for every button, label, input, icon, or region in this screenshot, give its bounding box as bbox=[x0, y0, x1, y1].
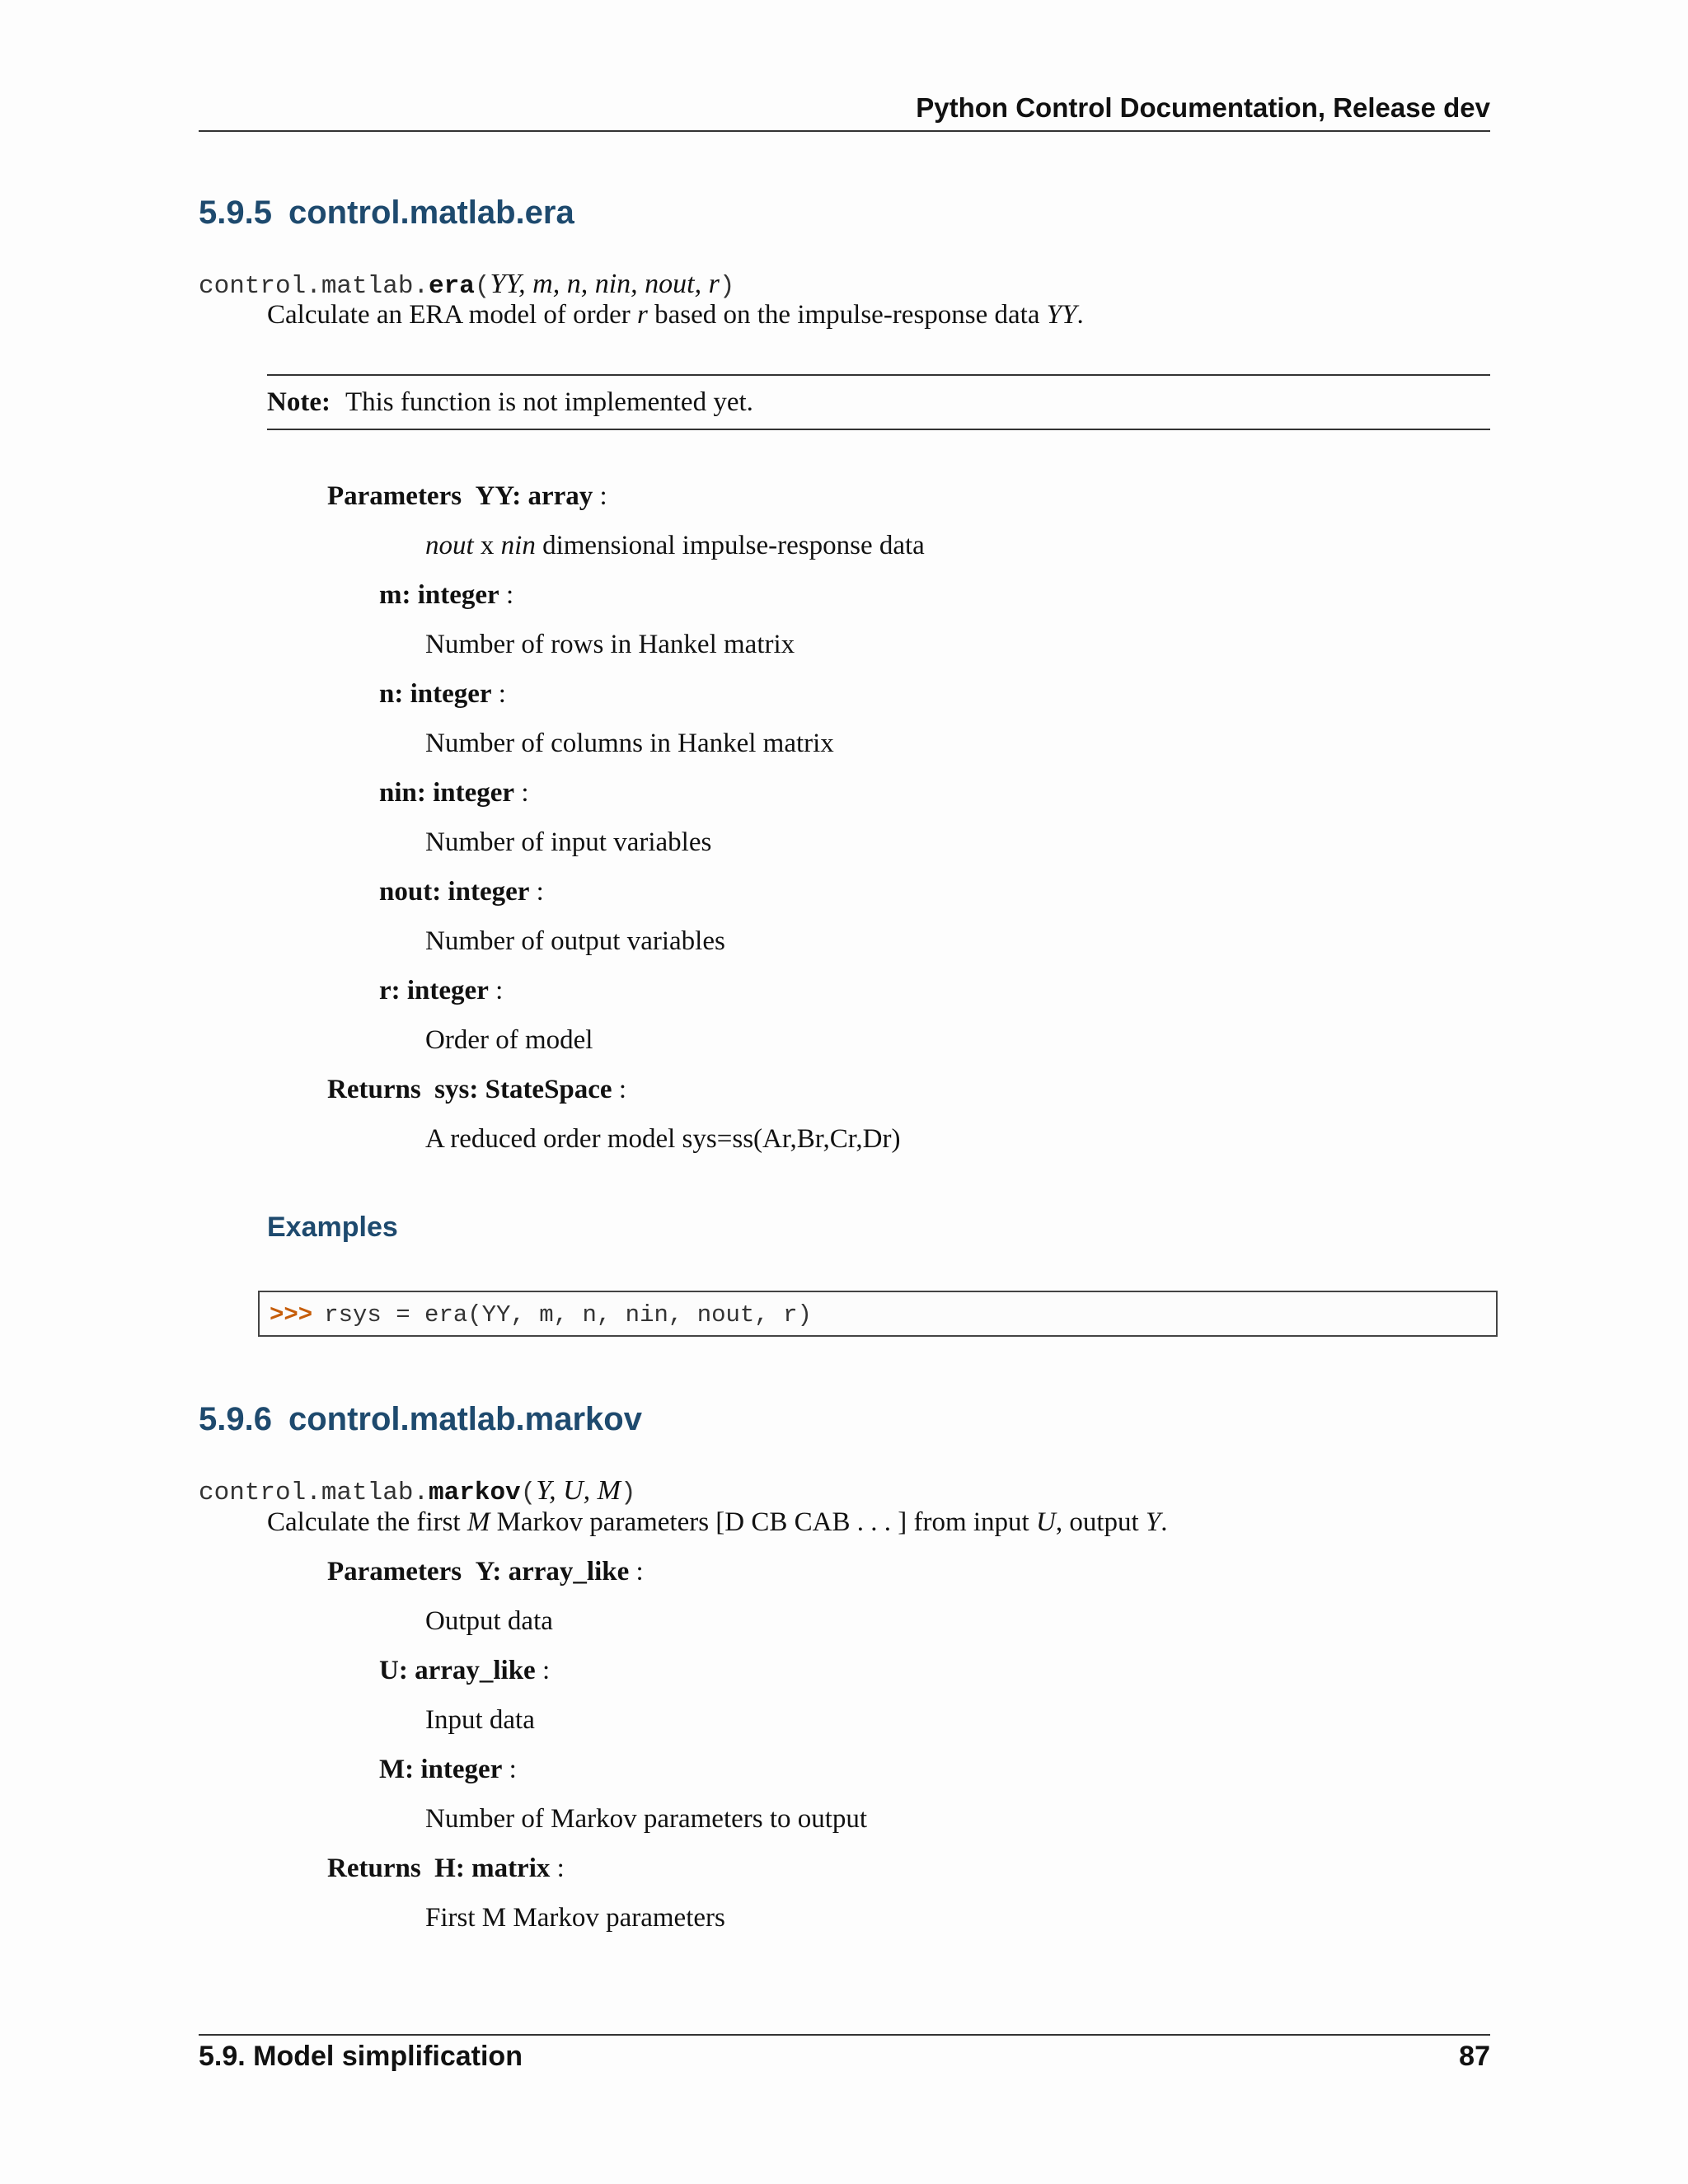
param-name: n: integer bbox=[379, 679, 492, 709]
param-name: m: integer bbox=[379, 580, 499, 610]
param-row-YY: Parameters YY: array : bbox=[327, 481, 607, 511]
section-number: 5.9.6 bbox=[199, 1401, 272, 1437]
examples-heading: Examples bbox=[267, 1212, 398, 1243]
returns-name: H: matrix bbox=[434, 1854, 551, 1883]
param-row-U: U: array_like : bbox=[379, 1656, 551, 1685]
param-description: Number of input variables bbox=[425, 827, 712, 857]
param-row-nin: nin: integer : bbox=[379, 778, 529, 808]
param-row-m: m: integer : bbox=[379, 580, 514, 610]
param-name: U: array_like bbox=[379, 1656, 536, 1685]
page-number: 87 bbox=[1459, 2041, 1490, 2072]
note-label: Note: bbox=[267, 387, 331, 417]
parameters-label: Parameters bbox=[327, 481, 462, 511]
footer-section-title: 5.9. Model simplification bbox=[199, 2041, 523, 2072]
returns-row: Returns sys: StateSpace : bbox=[327, 1075, 626, 1104]
param-description: Number of columns in Hankel matrix bbox=[425, 729, 834, 758]
param-name: YY: array bbox=[475, 481, 593, 511]
param-row-r: r: integer : bbox=[379, 976, 504, 1005]
param-row-Y: Parameters Y: array_like : bbox=[327, 1557, 644, 1586]
function-description-markov: Calculate the first M Markov parameters [D CB CAB . . . ] from input U, output Y. bbox=[267, 1507, 1168, 1537]
param-description: Order of model bbox=[425, 1025, 593, 1055]
param-description: Input data bbox=[425, 1705, 535, 1735]
parameters-label: Parameters bbox=[327, 1557, 462, 1586]
note-admonition bbox=[267, 374, 1490, 430]
returns-name: sys: StateSpace bbox=[434, 1075, 612, 1104]
param-description: Number of output variables bbox=[425, 926, 725, 956]
returns-label: Returns bbox=[327, 1854, 421, 1883]
param-description: nout x nin dimensional impulse-response data bbox=[425, 531, 925, 560]
function-description-era: Calculate an ERA model of order r based on the impulse-response data YY. bbox=[267, 300, 1084, 330]
signature-args: YY, m, n, nin, nout, r bbox=[490, 269, 720, 299]
returns-row: Returns H: matrix : bbox=[327, 1854, 565, 1883]
param-name: r: integer bbox=[379, 976, 489, 1005]
code-example bbox=[258, 1291, 1498, 1337]
param-description: Output data bbox=[425, 1606, 553, 1636]
section-heading-markov bbox=[199, 1401, 642, 1438]
returns-description: First M Markov parameters bbox=[425, 1903, 725, 1933]
code-prompt: >>> bbox=[270, 1301, 313, 1329]
code-line: rsys = era(YY, m, n, nin, nout, r) bbox=[324, 1301, 812, 1329]
signature-module: control.matlab. bbox=[199, 1479, 429, 1507]
param-description: Number of rows in Hankel matrix bbox=[425, 630, 795, 659]
function-signature-era: control.matlab.era(YY, m, n, nin, nout, r) bbox=[199, 269, 735, 301]
signature-args: Y, U, M bbox=[536, 1475, 621, 1506]
param-row-M: M: integer : bbox=[379, 1755, 517, 1784]
param-description: Number of Markov parameters to output bbox=[425, 1804, 868, 1834]
running-header: Python Control Documentation, Release dev bbox=[199, 92, 1490, 132]
returns-description: A reduced order model sys=ss(Ar,Br,Cr,Dr) bbox=[425, 1124, 901, 1154]
signature-function-name: markov bbox=[429, 1479, 521, 1507]
param-name: nout: integer bbox=[379, 877, 530, 907]
param-name: Y: array_like bbox=[475, 1557, 630, 1586]
section-title: control.matlab.era bbox=[288, 194, 574, 231]
function-signature-markov: control.matlab.markov(Y, U, M) bbox=[199, 1475, 636, 1507]
param-name: nin: integer bbox=[379, 778, 515, 808]
signature-function-name: era bbox=[429, 272, 475, 301]
param-row-n: n: integer : bbox=[379, 679, 506, 709]
section-number: 5.9.5 bbox=[199, 194, 272, 231]
param-name: M: integer bbox=[379, 1755, 503, 1784]
footer-rule bbox=[199, 2034, 1490, 2036]
returns-label: Returns bbox=[327, 1075, 421, 1104]
signature-module: control.matlab. bbox=[199, 272, 429, 301]
section-title: control.matlab.markov bbox=[288, 1401, 642, 1437]
param-row-nout: nout: integer : bbox=[379, 877, 544, 907]
section-heading-era bbox=[199, 194, 574, 232]
note-text: This function is not implemented yet. bbox=[345, 387, 753, 417]
